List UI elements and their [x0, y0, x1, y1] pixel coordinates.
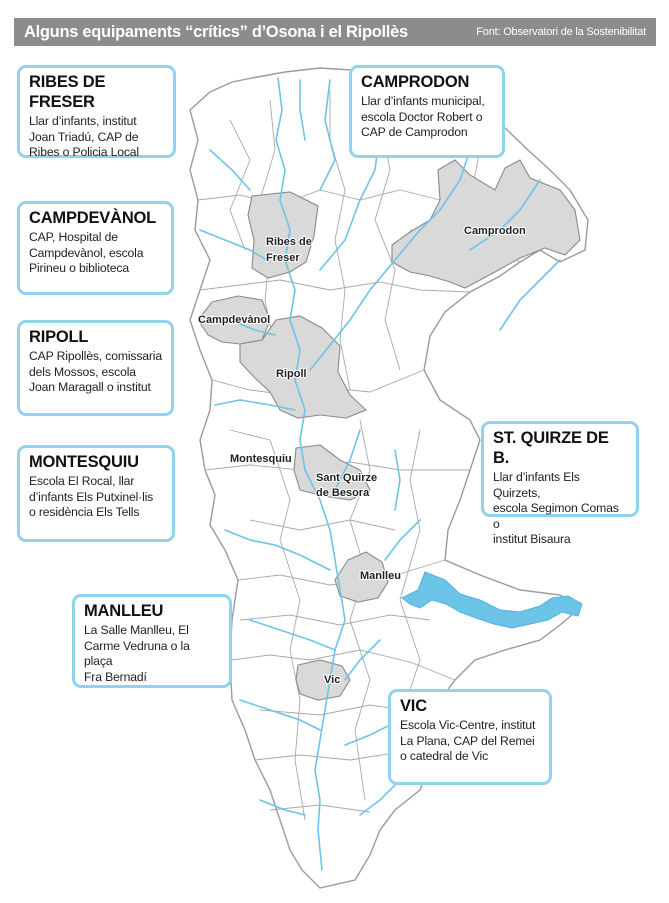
card-ripoll [17, 320, 174, 416]
map-label-montesquiu: Montesquiu [230, 453, 292, 465]
card-description: CAP Ripollès, comissaria dels Mossos, escola Joan Maragall o institut [29, 349, 162, 394]
card-title: CAMPRODON [361, 73, 470, 91]
map-label-campdevanol: Campdevànol [198, 314, 271, 326]
card-description: Llar d’infants Els Quirzets, escola Segimon Comas o institut Bisaura [493, 470, 619, 546]
card-campdevanol [17, 201, 174, 295]
card-manlleu [72, 594, 232, 688]
map-label-ribes-line1: Ribes de [266, 236, 312, 248]
card-vic [388, 689, 552, 785]
card-description: CAP, Hospital de Campdevànol, escola Pirineu o biblioteca [29, 230, 144, 275]
card-title: RIBES DE FRESER [29, 73, 106, 111]
map-label-vic: Vic [324, 674, 341, 686]
card-title: MANLLEU [84, 602, 164, 620]
map-title: Alguns equipaments “crítics” d’Osona i el Ripollès [24, 22, 408, 41]
map-label-manlleu: Manlleu [360, 570, 401, 582]
card-description: Escola Vic-Centre, institut La Plana, CAP del Remei o catedral de Vic [400, 718, 536, 763]
card-sant-quirze-de-besora [481, 421, 639, 546]
card-title: CAMPDEVÀNOL [29, 209, 157, 227]
card-description: Llar d’infants municipal, escola Doctor Robert o CAP de Camprodon [361, 94, 485, 139]
card-description: La Salle Manlleu, El Carme Vedruna o la plaça Fra Bernadí [84, 623, 190, 684]
card-description: Escola El Rocal, llar d’infants Els Putxinel·lis o residència Els Tells [29, 474, 154, 519]
card-title: RIPOLL [29, 328, 89, 346]
map-label-ribes-line2: Freser [266, 252, 300, 264]
card-title: MONTESQUIU [29, 453, 139, 471]
map-label-camprodon: Camprodon [464, 225, 526, 237]
map-label-stquirze-line1: Sant Quirze [316, 472, 378, 484]
card-montesquiu [17, 445, 175, 542]
card-ribes-de-freser [17, 65, 176, 158]
card-title: ST. QUIRZE DE B. [493, 429, 609, 467]
card-camprodon [349, 65, 505, 158]
map-label-ripoll: Ripoll [276, 368, 307, 380]
card-title: VIC [400, 697, 427, 715]
card-description: Llar d’infants, institut Joan Triadú, CAP de Ribes o Policia Local [29, 114, 139, 159]
source-credit: Font: Observatori de la Sostenibilitat [476, 26, 646, 38]
map-label-stquirze-line2: de Besora [316, 487, 370, 499]
